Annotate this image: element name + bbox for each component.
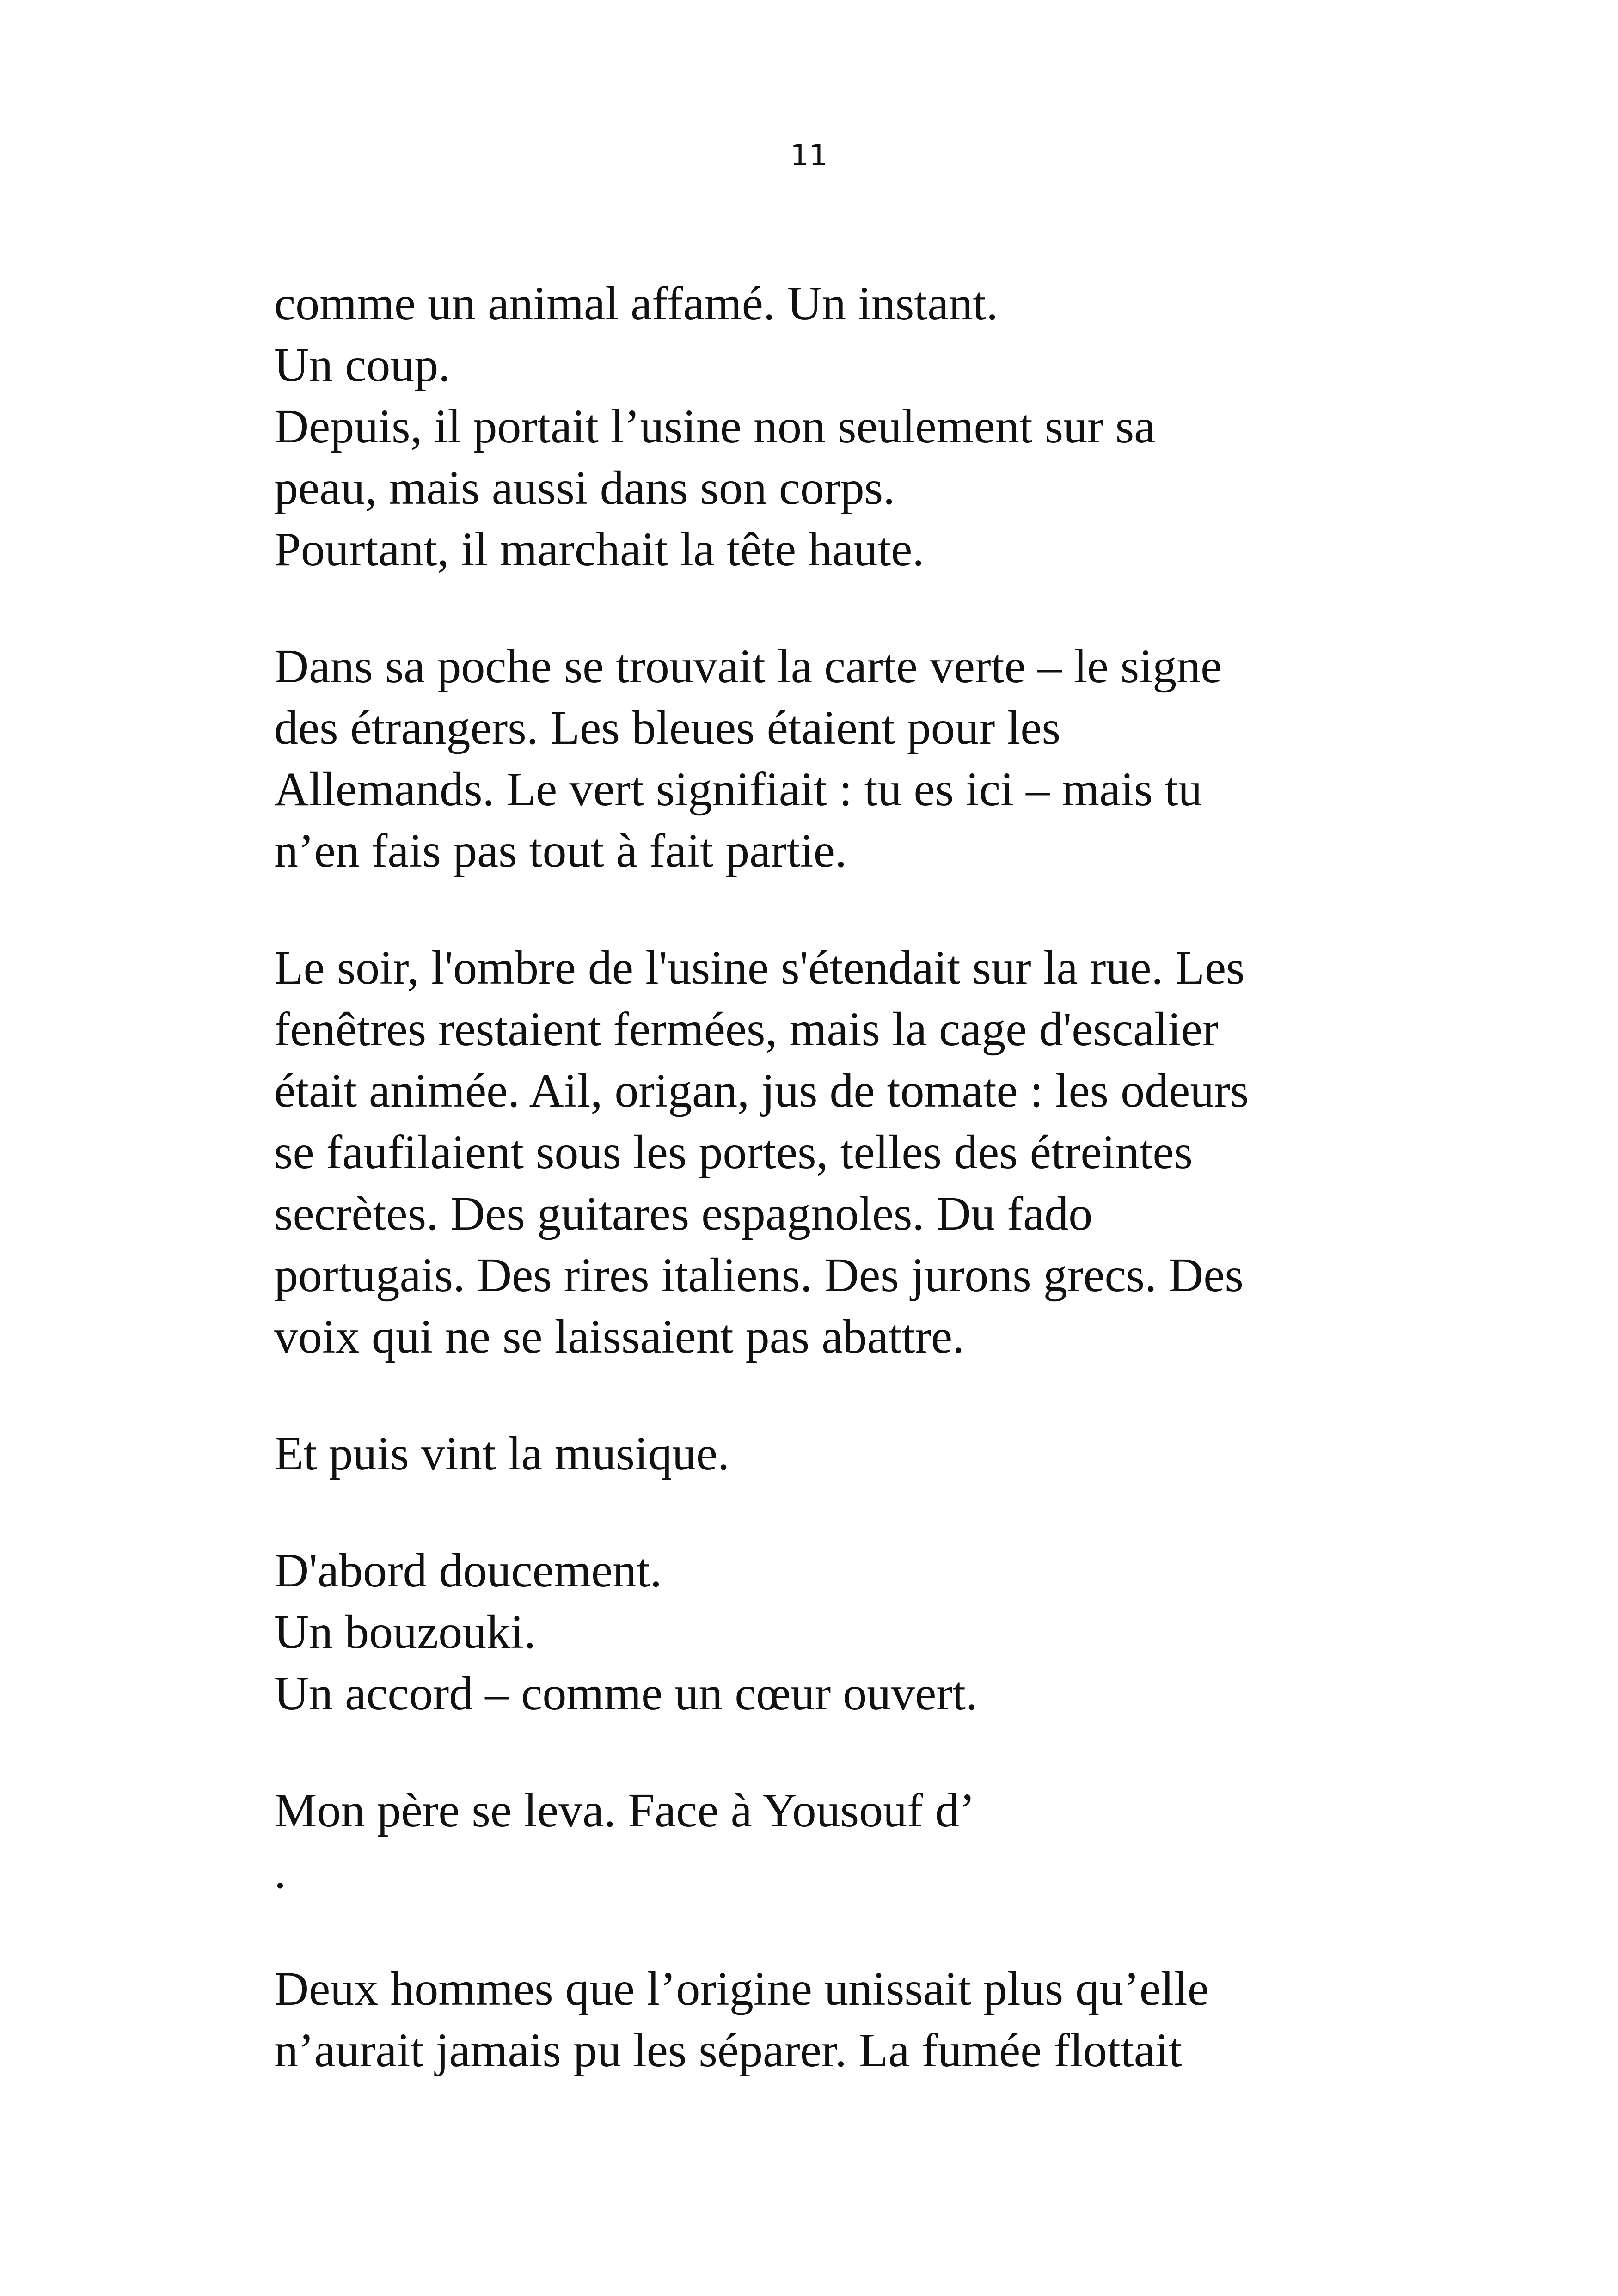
text-line: .	[274, 1845, 286, 1898]
text-line: Deux hommes que l’origine unissait plus qu’elle	[274, 1962, 1209, 2015]
paragraph	[274, 1958, 1384, 2081]
page-number: 11	[790, 139, 828, 173]
text-line: Depuis, il portait l’usine non seulement sur sa	[274, 400, 1156, 453]
text-line: Pourtant, il marchait la tête haute.	[274, 523, 925, 576]
paragraph	[274, 636, 1384, 882]
text-line: n’en fais pas tout à fait partie.	[274, 824, 847, 877]
text-line: Un coup.	[274, 338, 451, 392]
text-line: Mon père se leva. Face à Yousouf d’	[274, 1784, 975, 1837]
text-line: Et puis vint la musique.	[274, 1427, 730, 1480]
text-line: n’aurait jamais pu les séparer. La fumée flottait	[274, 2024, 1182, 2077]
text-line: se faufilaient sous les portes, telles des étreintes	[274, 1126, 1193, 1179]
text-line: voix qui ne se laissaient pas abattre.	[274, 1310, 965, 1363]
paragraph	[274, 1540, 1384, 1724]
text-line: Allemands. Le vert signifiait : tu es ici – mais tu	[274, 763, 1202, 816]
text-line: Un bouzouki.	[274, 1605, 536, 1659]
body-text	[274, 273, 1384, 2137]
paragraph	[274, 273, 1384, 580]
text-line: Un accord – comme un cœur ouvert.	[274, 1667, 978, 1720]
text-line: des étrangers. Les bleues étaient pour les	[274, 701, 1060, 754]
text-line: comme un animal affamé. Un instant.	[274, 277, 999, 330]
text-line: Le soir, l'ombre de l'usine s'étendait sur la rue. Les	[274, 941, 1245, 994]
paragraph	[274, 937, 1384, 1367]
paragraph	[274, 1780, 1384, 1903]
text-line: secrètes. Des guitares espagnoles. Du fado	[274, 1187, 1093, 1240]
text-line: Dans sa poche se trouvait la carte verte – le signe	[274, 640, 1222, 693]
text-line: était animée. Ail, origan, jus de tomate : les odeurs	[274, 1064, 1249, 1117]
text-line: D'abord doucement.	[274, 1544, 662, 1597]
text-line: portugais. Des rires italiens. Des jurons grecs. Des	[274, 1249, 1244, 1302]
text-line: peau, mais aussi dans son corps.	[274, 461, 895, 514]
paragraph	[274, 1423, 1384, 1484]
text-line: fenêtres restaient fermées, mais la cage d'escalier	[274, 1003, 1219, 1056]
